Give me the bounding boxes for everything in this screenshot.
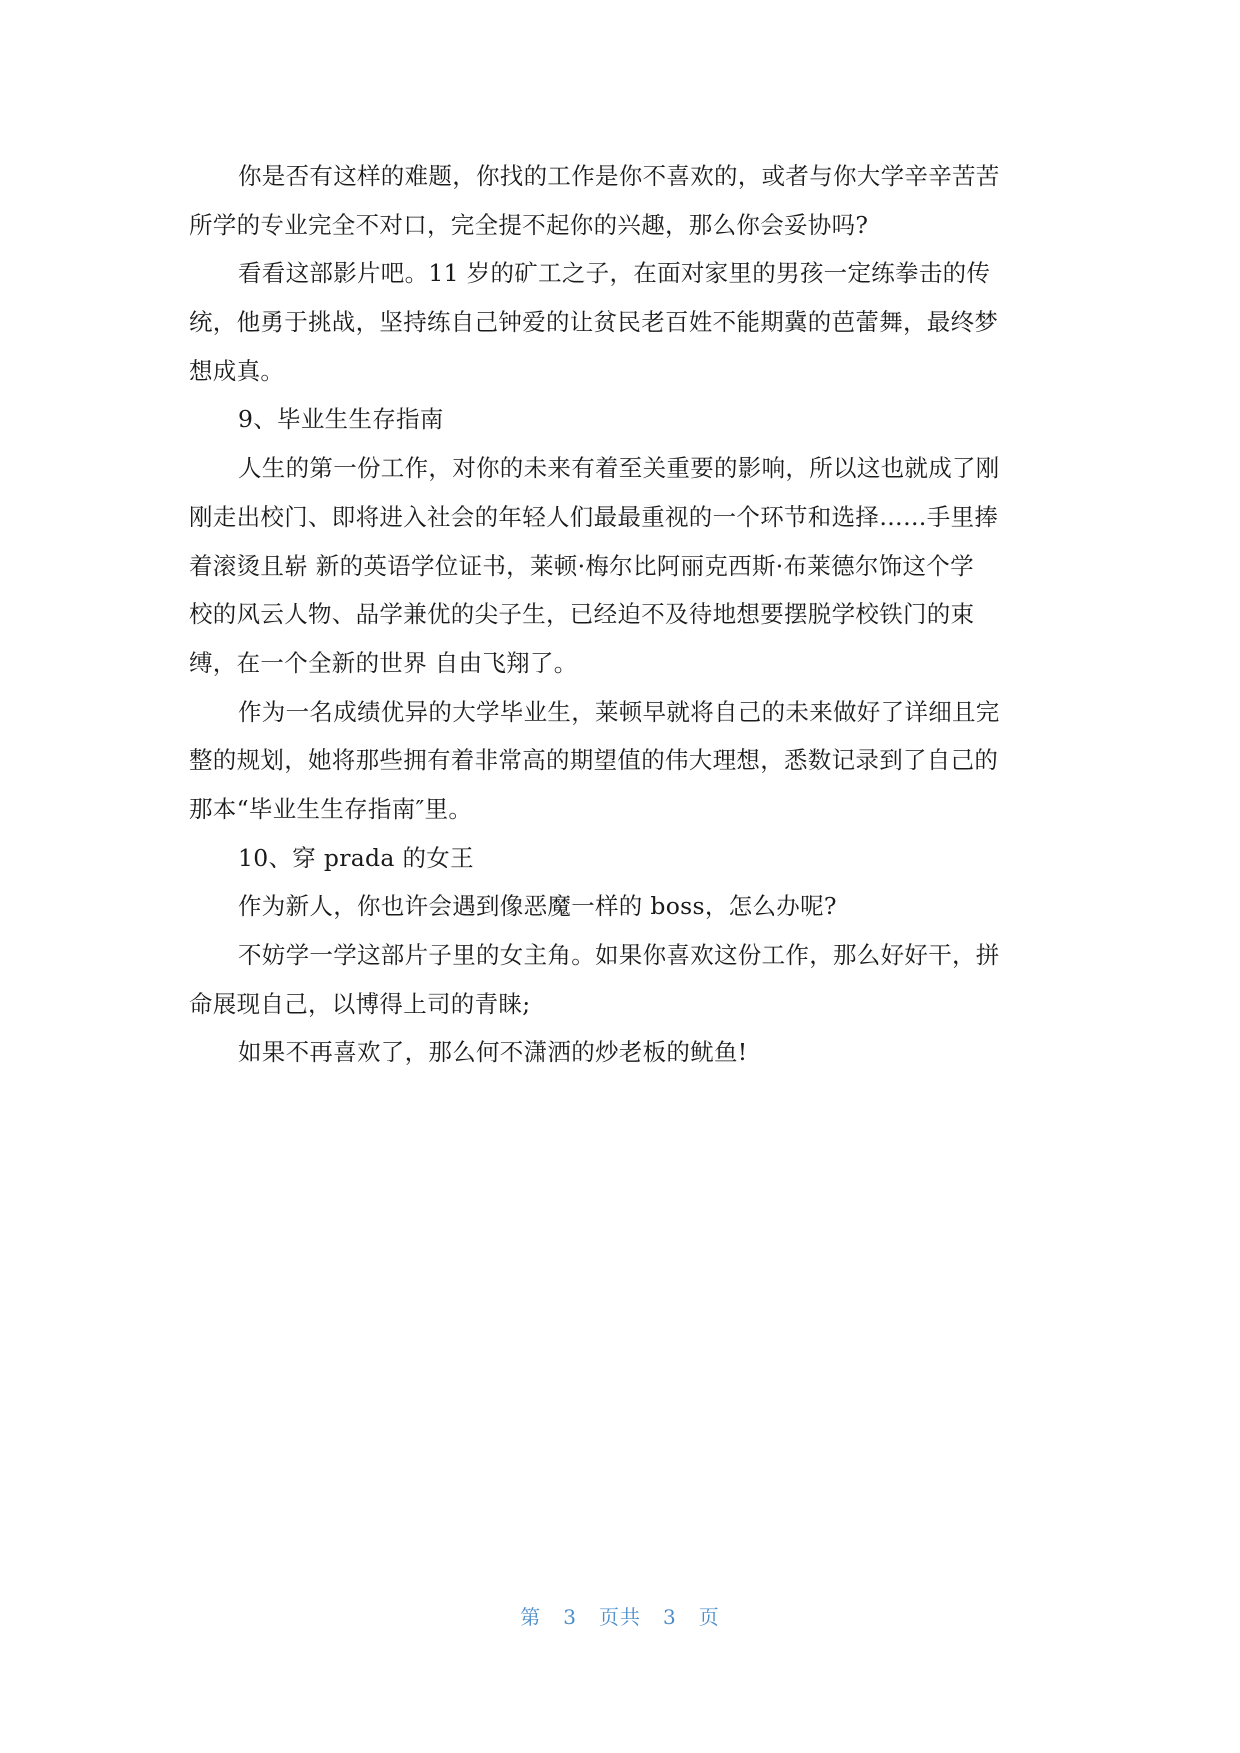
paragraph-line: 作为一名成绩优异的大学毕业生，莱顿早就将自己的未来做好了详细且完 xyxy=(238,697,1000,726)
paragraph-line: 整的规划，她将那些拥有着非常高的期望值的伟大理想，悉数记录到了自己的 xyxy=(189,746,999,775)
paragraph xyxy=(189,444,1059,687)
section-heading xyxy=(189,834,1059,883)
paragraph-line: 校的风云人物、品学兼优的尖子生，已经迫不及待地想要摆脱学校铁门的束 xyxy=(189,600,975,629)
paragraph xyxy=(189,931,1059,1028)
paragraph-line: 那本“毕业生生存指南″里。 xyxy=(189,794,473,823)
paragraph xyxy=(189,249,1059,395)
total-page-count: 3 xyxy=(663,1605,677,1629)
paragraph-line: 想成真。 xyxy=(189,356,285,385)
footer-suffix: 页 xyxy=(698,1605,720,1629)
paragraph-line: 看看这部影片吧。11 岁的矿工之子，在面对家里的男孩一定练拳击的传 xyxy=(238,259,991,288)
footer-middle: 页共 xyxy=(599,1605,641,1629)
paragraph-line: 着滚烫且崭 新的英语学位证书，莱顿·梅尔比阿丽克西斯·布莱德尔饰这个学 xyxy=(189,551,974,580)
paragraph-line: 你是否有这样的难题，你找的工作是你不喜欢的，或者与你大学辛辛苦苦 xyxy=(238,162,1000,190)
paragraph-line: 缚，在一个全新的世界 自由飞翔了。 xyxy=(189,648,578,677)
paragraph-line: 统，他勇于挑战，坚持练自己钟爱的让贫民老百姓不能期冀的芭蕾舞，最终梦 xyxy=(189,308,999,337)
heading-text: 10、穿 prada 的女王 xyxy=(238,843,474,872)
current-page-number: 3 xyxy=(563,1605,577,1629)
paragraph-line: 所学的专业完全不对口，完全提不起你的兴趣，那么你会妥协吗? xyxy=(189,210,869,239)
paragraph-line: 如果不再喜欢了，那么何不潇洒的炒老板的鱿鱼! xyxy=(238,1038,748,1067)
section-heading xyxy=(189,395,1059,444)
paragraph xyxy=(189,152,1059,249)
paragraph-line: 不妨学一学这部片子里的女主角。如果你喜欢这份工作，那么好好干，拼 xyxy=(238,941,1000,969)
paragraph-line: 刚走出校门、即将进入社会的年轻人们最最重视的一个环节和选择……手里捧 xyxy=(189,502,999,531)
document-body xyxy=(189,152,1059,1077)
paragraph-line: 人生的第一份工作，对你的未来有着至关重要的影响，所以这也就成了刚 xyxy=(238,454,1000,483)
paragraph xyxy=(189,688,1059,834)
heading-text: 9、毕业生生存指南 xyxy=(238,405,444,434)
paragraph-line: 命展现自己，以博得上司的青睐; xyxy=(189,989,531,1018)
footer-prefix: 第 xyxy=(520,1605,542,1629)
paragraph xyxy=(189,882,1059,931)
page-footer xyxy=(0,1601,1240,1630)
paragraph-line: 作为新人，你也许会遇到像恶魔一样的 boss，怎么办呢? xyxy=(238,892,837,921)
paragraph xyxy=(189,1028,1059,1077)
